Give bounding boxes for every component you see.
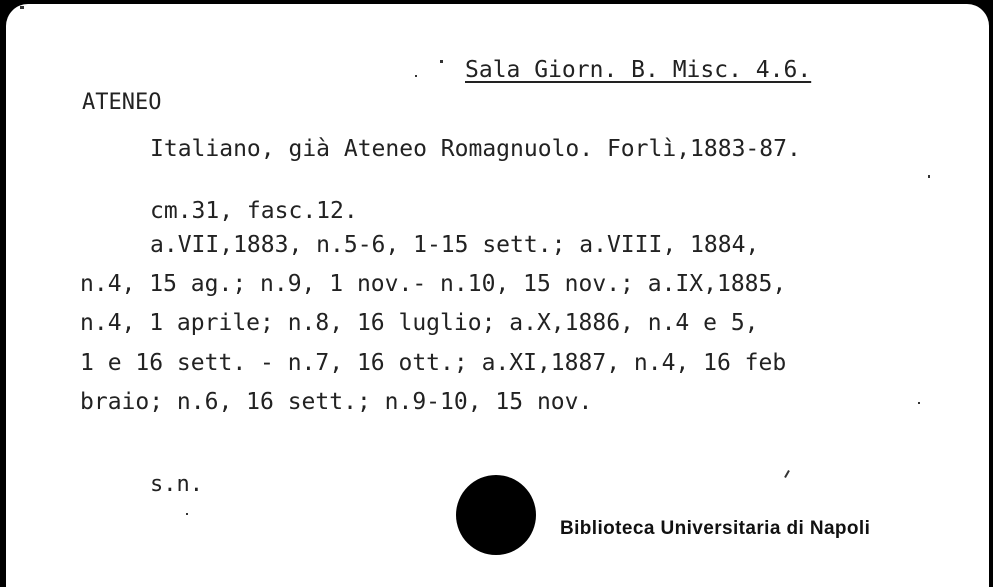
punch-hole <box>456 475 536 555</box>
paper-speck <box>415 75 417 77</box>
holdings-line: a.VII,1883, n.5-6, 1-15 sett.; a.VIII, 1884, <box>150 232 760 258</box>
description-line: cm.31, fasc.12. <box>150 198 358 224</box>
paper-speck <box>928 175 930 178</box>
holdings-line: n.4, 1 aprile; n.8, 16 luglio; a.X,1886, n.4 e 5, <box>80 310 759 336</box>
entry-title: Italiano, già Ateneo Romagnuolo. Forlì,1883-87. <box>150 136 801 162</box>
entry-heading: ATENEO <box>82 90 162 115</box>
holdings-line: n.4, 15 ag.; n.9, 1 nov.- n.10, 15 nov.; a.IX,1885, <box>80 271 787 297</box>
paper-speck <box>918 402 920 404</box>
paper-speck <box>20 6 24 9</box>
library-stamp: Biblioteca Universitaria di Napoli <box>560 518 871 539</box>
paper-speck <box>186 513 188 515</box>
publisher-note: s.n. <box>150 472 203 497</box>
holdings-line: braio; n.6, 16 sett.; n.9-10, 15 nov. <box>80 389 593 415</box>
holdings-line: 1 e 16 sett. - n.7, 16 ott.; a.XI,1887, n.4, 16 feb <box>80 350 787 376</box>
shelfmark: Sala Giorn. B. Misc. 4.6. <box>465 57 812 83</box>
paper-speck <box>440 60 443 63</box>
